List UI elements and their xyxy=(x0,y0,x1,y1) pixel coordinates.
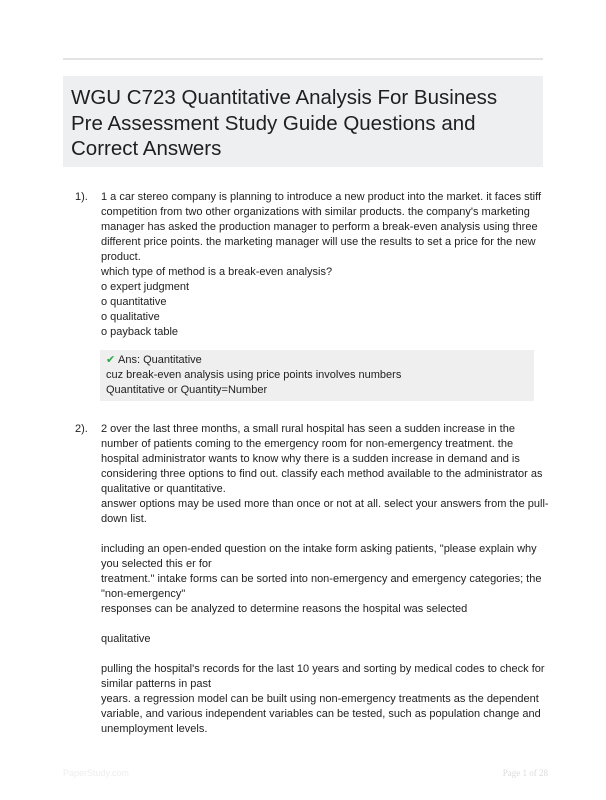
question-line: treatment." intake forms can be sorted into non-emergency and emergency categories; the xyxy=(101,573,542,585)
top-divider xyxy=(63,58,543,60)
answer-box xyxy=(100,350,534,401)
question-line: years. a regression model can be built using non-emergency treatments as the dependent xyxy=(101,693,539,705)
question-number: 2). xyxy=(75,423,88,435)
document-title-box xyxy=(63,76,543,167)
answer-line: Quantitative or Quantity=Number xyxy=(106,384,268,396)
option-line: o qualitative xyxy=(101,311,160,323)
title-line: WGU C723 Quantitative Analysis For Business xyxy=(71,86,498,109)
document-title xyxy=(71,85,535,162)
question-line: qualitative or quantitative. xyxy=(101,483,226,495)
question-line: number of patients coming to the emergency room for non-emergency treatment. the xyxy=(101,438,514,450)
answer-label: Ans: Quantitative xyxy=(118,354,202,366)
question-line: responses can be analyzed to determine reasons the hospital was selected xyxy=(101,603,468,615)
question-line: "non-emergency" xyxy=(101,588,186,600)
question-line: down list. xyxy=(101,513,147,525)
question-line: manager has asked the production manager to perform a break-even analysis using three xyxy=(101,221,538,233)
title-line: Correct Answers xyxy=(71,137,222,160)
check-icon: ✔ xyxy=(106,354,116,366)
question-line: variable, and various independent variables can be tested, such as population change and xyxy=(101,708,541,720)
question-line: qualitative xyxy=(101,633,151,645)
question-line: pulling the hospital's records for the last 10 years and sorting by medical codes to check for xyxy=(101,663,545,675)
question-line: you selected this er for xyxy=(101,558,212,570)
question-line: different price points. the marketing manager will use the results to set a price for the new xyxy=(101,236,536,248)
paragraph-gap xyxy=(101,527,538,542)
question-line: which type of method is a break-even analysis? xyxy=(101,266,333,278)
title-line: Pre Assessment Study Guide Questions and xyxy=(71,111,476,135)
question-line: including an open-ended question on the intake form asking patients, "please explain why xyxy=(101,543,537,555)
question-line: considering three options to find out. classify each method available to the administrator as xyxy=(101,468,543,480)
question-number: 1). xyxy=(75,191,88,203)
paragraph-gap xyxy=(101,647,538,662)
option-line: o payback table xyxy=(101,326,179,338)
question-line: answer options may be used more than once or not at all. select your answers from the pull- xyxy=(101,498,549,510)
option-line: o expert judgment xyxy=(101,281,190,293)
paragraph-gap xyxy=(101,617,538,632)
question-line: competition from two other organizations with similar products. the company's marketing xyxy=(101,206,530,218)
question-text xyxy=(101,190,542,340)
question-line: 2 over the last three months, a small rural hospital has seen a sudden increase in the xyxy=(101,423,515,435)
question-line: product. xyxy=(101,251,141,263)
question-line: hospital administrator wants to know why there is a sudden increase in demand and is xyxy=(101,453,520,465)
option-line: o quantitative xyxy=(101,296,167,308)
question-text xyxy=(101,422,549,737)
page-number: Page 1 of 28 xyxy=(502,768,548,778)
question-line: unemployment levels. xyxy=(101,723,208,735)
question-line: 1 a car stereo company is planning to introduce a new product into the market. it faces stiff xyxy=(101,191,542,203)
footer-site: PaperStudy.com xyxy=(63,768,129,778)
answer-line: cuz break-even analysis using price points involves numbers xyxy=(106,369,402,381)
question-line: similar patterns in past xyxy=(101,678,212,690)
